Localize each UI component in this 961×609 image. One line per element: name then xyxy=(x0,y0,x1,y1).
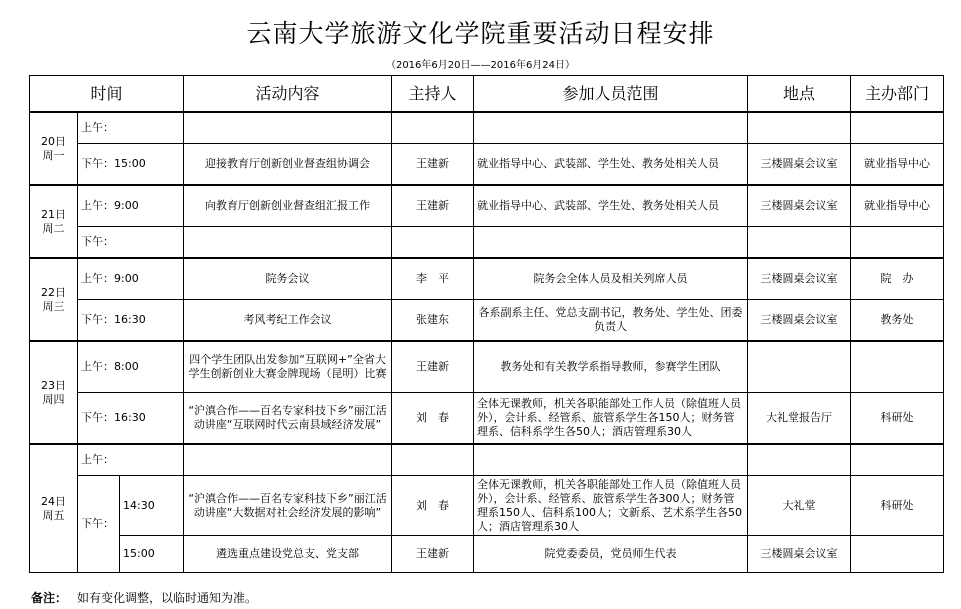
time-slot: 14:30 xyxy=(120,476,184,536)
location: 三楼圆桌会议室 xyxy=(748,536,851,573)
time-slot: 上午：8:00 xyxy=(78,341,184,393)
participants: 各系副系主任、党总支副书记，教务处、学生处、团委负责人 xyxy=(474,300,748,342)
activity-content: 迎接教育厅创新创业督查组协调会 xyxy=(184,144,392,186)
activity-content: “沪滇合作——百名专家科技下乡”丽江活动讲座“大数据对社会经济发展的影响” xyxy=(184,476,392,536)
host: 王建新 xyxy=(392,536,474,573)
table-row xyxy=(30,227,944,259)
time-slot: 下午： xyxy=(78,227,184,259)
table-row xyxy=(30,258,944,300)
col-header-location: 地点 xyxy=(748,76,851,113)
host xyxy=(392,112,474,144)
activity-content: “沪滇合作——百名专家科技下乡”丽江活动讲座“互联网时代云南县域经济发展” xyxy=(184,393,392,445)
activity-content: 院务会议 xyxy=(184,258,392,300)
time-slot: 上午： xyxy=(78,112,184,144)
participants xyxy=(474,444,748,476)
col-header-participants: 参加人员范围 xyxy=(474,76,748,113)
organizer-dept: 科研处 xyxy=(851,476,944,536)
activity-content: 遴选重点建设党总支、党支部 xyxy=(184,536,392,573)
activity-content: 向教育厅创新创业督查组汇报工作 xyxy=(184,185,392,227)
footnote-label: 备注： xyxy=(31,591,68,605)
day-cell xyxy=(30,258,78,341)
organizer-dept: 院 办 xyxy=(851,258,944,300)
host xyxy=(392,444,474,476)
organizer-dept xyxy=(851,112,944,144)
day-cell xyxy=(30,185,78,258)
time-slot: 上午：9:00 xyxy=(78,185,184,227)
host: 王建新 xyxy=(392,185,474,227)
location: 三楼圆桌会议室 xyxy=(748,185,851,227)
table-row xyxy=(30,341,944,393)
organizer-dept xyxy=(851,341,944,393)
organizer-dept: 科研处 xyxy=(851,393,944,445)
table-row xyxy=(30,393,944,445)
location: 三楼圆桌会议室 xyxy=(748,258,851,300)
page-title: 云南大学旅游文化学院重要活动日程安排 xyxy=(246,19,715,48)
footnote xyxy=(31,589,257,606)
organizer-dept xyxy=(851,227,944,259)
organizer-dept: 教务处 xyxy=(851,300,944,342)
day-date: 21日 xyxy=(41,207,66,221)
table-row xyxy=(30,476,944,536)
day-group-thu xyxy=(30,341,944,444)
col-header-time: 时间 xyxy=(30,76,184,113)
day-weekday: 周五 xyxy=(42,508,65,522)
participants: 就业指导中心、武装部、学生处、教务处相关人员 xyxy=(474,144,748,186)
day-date: 22日 xyxy=(41,285,66,299)
host: 张建东 xyxy=(392,300,474,342)
day-weekday: 周二 xyxy=(42,221,65,235)
host xyxy=(392,227,474,259)
time-slot: 15:00 xyxy=(120,536,184,573)
table-row xyxy=(30,112,944,144)
organizer-dept: 就业指导中心 xyxy=(851,144,944,186)
table-row xyxy=(30,536,944,573)
day-cell xyxy=(30,341,78,444)
time-slot: 下午：16:30 xyxy=(78,393,184,445)
host: 刘 春 xyxy=(392,393,474,445)
time-slot: 下午：15:00 xyxy=(78,144,184,186)
day-date: 24日 xyxy=(41,494,66,508)
schedule-table xyxy=(29,75,944,573)
participants xyxy=(474,227,748,259)
day-group-fri xyxy=(30,444,944,573)
location: 大礼堂 xyxy=(748,476,851,536)
col-header-host: 主持人 xyxy=(392,76,474,113)
participants: 院务会全体人员及相关列席人员 xyxy=(474,258,748,300)
location xyxy=(748,341,851,393)
activity-content: 四个学生团队出发参加“互联网+”全省大学生创新创业大赛金牌现场（昆明）比赛 xyxy=(184,341,392,393)
activity-content: 考风考纪工作会议 xyxy=(184,300,392,342)
table-row xyxy=(30,185,944,227)
day-group-tue xyxy=(30,185,944,258)
day-weekday: 周三 xyxy=(42,299,65,313)
header-row xyxy=(30,76,944,113)
time-slot: 下午：16:30 xyxy=(78,300,184,342)
activity-content xyxy=(184,227,392,259)
day-group-mon xyxy=(30,112,944,185)
day-date: 20日 xyxy=(41,134,66,148)
day-group-wed xyxy=(30,258,944,341)
day-cell xyxy=(30,112,78,185)
day-weekday: 周四 xyxy=(42,392,65,406)
host: 王建新 xyxy=(392,144,474,186)
host: 王建新 xyxy=(392,341,474,393)
day-date: 23日 xyxy=(41,378,66,392)
organizer-dept xyxy=(851,444,944,476)
host: 刘 春 xyxy=(392,476,474,536)
day-cell xyxy=(30,444,78,573)
participants: 院党委委员，党员师生代表 xyxy=(474,536,748,573)
location: 三楼圆桌会议室 xyxy=(748,300,851,342)
participants: 教务处和有关教学系指导教师，参赛学生团队 xyxy=(474,341,748,393)
table-row xyxy=(30,444,944,476)
activity-content xyxy=(184,112,392,144)
location xyxy=(748,112,851,144)
date-range: （2016年6月20日——2016年6月24日） xyxy=(385,60,576,71)
participants: 全体无课教师，机关各职能部处工作人员（除值班人员外），会计系、经管系、旅管系学生各300人；财务管理系150人、信科系100人；文新系、艺术系学生各50人；酒店管理系30人 xyxy=(474,476,748,536)
activity-content xyxy=(184,444,392,476)
afternoon-label: 下午： xyxy=(78,476,120,573)
organizer-dept: 就业指导中心 xyxy=(851,185,944,227)
participants: 就业指导中心、武装部、学生处、教务处相关人员 xyxy=(474,185,748,227)
location xyxy=(748,227,851,259)
location xyxy=(748,444,851,476)
col-header-content: 活动内容 xyxy=(184,76,392,113)
col-header-dept: 主办部门 xyxy=(851,76,944,113)
table-row xyxy=(30,144,944,186)
host: 李 平 xyxy=(392,258,474,300)
footnote-text: 如有变化调整，以临时通知为准。 xyxy=(77,591,258,605)
participants xyxy=(474,112,748,144)
time-slot: 上午： xyxy=(78,444,184,476)
table-row xyxy=(30,300,944,342)
location: 大礼堂报告厅 xyxy=(748,393,851,445)
organizer-dept xyxy=(851,536,944,573)
time-slot: 上午：9:00 xyxy=(78,258,184,300)
participants: 全体无课教师，机关各职能部处工作人员（除值班人员外），会计系、经管系、旅管系学生各150人；财务管理系、信科系学生各50人；酒店管理系30人 xyxy=(474,393,748,445)
day-weekday: 周一 xyxy=(42,148,65,162)
location: 三楼圆桌会议室 xyxy=(748,144,851,186)
